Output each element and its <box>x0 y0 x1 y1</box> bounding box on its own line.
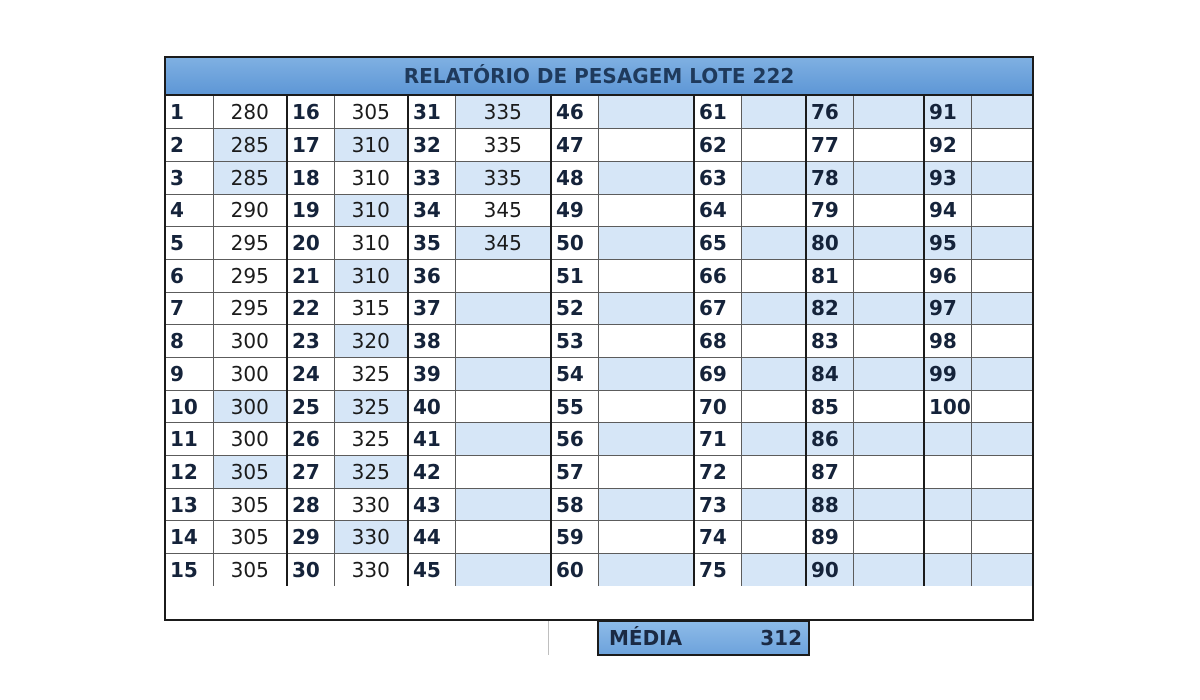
item-number-cell: 67 <box>694 292 741 325</box>
weight-value-cell <box>741 456 806 489</box>
weight-value-cell <box>598 423 694 456</box>
item-number-cell: 85 <box>806 390 853 423</box>
item-number-cell: 45 <box>408 554 455 587</box>
item-number-cell: 30 <box>287 554 334 587</box>
weight-value-cell <box>598 488 694 521</box>
item-number-cell: 40 <box>408 390 455 423</box>
item-number-cell: 59 <box>551 521 598 554</box>
weight-value-cell <box>455 325 551 358</box>
item-number-cell: 96 <box>924 259 971 292</box>
table-row <box>166 488 1032 521</box>
weight-value-cell: 305 <box>334 96 408 129</box>
weight-value-cell <box>741 554 806 587</box>
item-number-cell: 7 <box>166 292 213 325</box>
item-number-cell: 58 <box>551 488 598 521</box>
weight-value-cell <box>853 423 924 456</box>
item-number-cell: 56 <box>551 423 598 456</box>
weighing-report-table <box>164 56 1034 621</box>
weight-value-cell: 320 <box>334 325 408 358</box>
item-number-cell: 10 <box>166 390 213 423</box>
item-number-cell: 73 <box>694 488 741 521</box>
item-number-cell <box>924 488 971 521</box>
item-number-cell: 32 <box>408 129 455 162</box>
weight-value-cell <box>455 292 551 325</box>
item-number-cell: 11 <box>166 423 213 456</box>
weight-value-cell <box>741 423 806 456</box>
weight-value-cell <box>853 488 924 521</box>
item-number-cell: 31 <box>408 96 455 129</box>
item-number-cell: 50 <box>551 227 598 260</box>
weight-value-cell <box>853 390 924 423</box>
weight-value-cell: 335 <box>455 161 551 194</box>
item-number-cell: 37 <box>408 292 455 325</box>
report-title: RELATÓRIO DE PESAGEM LOTE 222 <box>166 58 1032 96</box>
weight-value-cell: 300 <box>213 358 287 391</box>
item-number-cell: 41 <box>408 423 455 456</box>
weight-value-cell <box>853 259 924 292</box>
weight-value-cell: 305 <box>213 456 287 489</box>
weight-value-cell <box>598 129 694 162</box>
weight-value-cell: 335 <box>455 96 551 129</box>
weight-value-cell <box>598 292 694 325</box>
weight-value-cell <box>971 259 1032 292</box>
weight-value-cell: 310 <box>334 129 408 162</box>
item-number-cell: 43 <box>408 488 455 521</box>
weight-value-cell <box>971 292 1032 325</box>
item-number-cell: 87 <box>806 456 853 489</box>
item-number-cell: 8 <box>166 325 213 358</box>
item-number-cell: 36 <box>408 259 455 292</box>
weight-value-cell <box>455 521 551 554</box>
weight-value-cell: 345 <box>455 227 551 260</box>
weight-value-cell <box>853 521 924 554</box>
weight-value-cell <box>741 161 806 194</box>
item-number-cell: 14 <box>166 521 213 554</box>
weight-value-cell <box>741 325 806 358</box>
table-row <box>166 358 1032 391</box>
weight-value-cell: 295 <box>213 259 287 292</box>
weight-value-cell: 285 <box>213 161 287 194</box>
weight-value-cell: 310 <box>334 259 408 292</box>
item-number-cell <box>924 521 971 554</box>
item-number-cell: 17 <box>287 129 334 162</box>
item-number-cell: 75 <box>694 554 741 587</box>
weight-value-cell <box>971 390 1032 423</box>
weight-value-cell <box>455 259 551 292</box>
item-number-cell: 92 <box>924 129 971 162</box>
item-number-cell: 70 <box>694 390 741 423</box>
weight-value-cell: 310 <box>334 194 408 227</box>
table-row <box>166 325 1032 358</box>
table-row <box>166 390 1032 423</box>
item-number-cell: 54 <box>551 358 598 391</box>
weight-value-cell <box>598 358 694 391</box>
item-number-cell: 27 <box>287 456 334 489</box>
weight-value-cell <box>971 488 1032 521</box>
weight-value-cell <box>598 325 694 358</box>
item-number-cell: 81 <box>806 259 853 292</box>
table-row <box>166 521 1032 554</box>
weight-value-cell <box>971 554 1032 587</box>
weight-value-cell <box>455 456 551 489</box>
item-number-cell: 89 <box>806 521 853 554</box>
item-number-cell: 65 <box>694 227 741 260</box>
item-number-cell: 47 <box>551 129 598 162</box>
table-row <box>166 554 1032 587</box>
item-number-cell: 94 <box>924 194 971 227</box>
item-number-cell: 98 <box>924 325 971 358</box>
item-number-cell: 79 <box>806 194 853 227</box>
item-number-cell: 1 <box>166 96 213 129</box>
item-number-cell: 66 <box>694 259 741 292</box>
weight-value-cell <box>598 227 694 260</box>
weight-value-cell <box>971 129 1032 162</box>
item-number-cell: 84 <box>806 358 853 391</box>
table-row <box>166 129 1032 162</box>
weight-value-cell <box>741 129 806 162</box>
item-number-cell: 68 <box>694 325 741 358</box>
weight-value-cell <box>598 521 694 554</box>
item-number-cell: 90 <box>806 554 853 587</box>
weight-value-cell <box>455 358 551 391</box>
weight-value-cell: 285 <box>213 129 287 162</box>
weight-value-cell <box>598 259 694 292</box>
weight-value-cell <box>741 96 806 129</box>
weight-value-cell <box>971 194 1032 227</box>
table-row <box>166 161 1032 194</box>
weight-value-cell <box>455 423 551 456</box>
weight-value-cell: 315 <box>334 292 408 325</box>
item-number-cell: 86 <box>806 423 853 456</box>
weight-value-cell: 310 <box>334 227 408 260</box>
weight-value-cell <box>971 96 1032 129</box>
weight-value-cell <box>598 161 694 194</box>
table-row <box>166 423 1032 456</box>
weight-value-cell <box>455 488 551 521</box>
item-number-cell: 60 <box>551 554 598 587</box>
item-number-cell: 74 <box>694 521 741 554</box>
item-number-cell: 29 <box>287 521 334 554</box>
item-number-cell: 9 <box>166 358 213 391</box>
weight-value-cell <box>741 390 806 423</box>
item-number-cell <box>924 456 971 489</box>
item-number-cell: 78 <box>806 161 853 194</box>
item-number-cell: 4 <box>166 194 213 227</box>
item-number-cell: 39 <box>408 358 455 391</box>
item-number-cell: 25 <box>287 390 334 423</box>
item-number-cell: 57 <box>551 456 598 489</box>
item-number-cell: 28 <box>287 488 334 521</box>
item-number-cell: 83 <box>806 325 853 358</box>
item-number-cell: 48 <box>551 161 598 194</box>
item-number-cell: 80 <box>806 227 853 260</box>
weight-value-cell <box>853 194 924 227</box>
weight-value-cell <box>971 325 1032 358</box>
average-box <box>597 620 810 656</box>
item-number-cell: 42 <box>408 456 455 489</box>
weights-grid <box>166 96 1032 586</box>
item-number-cell: 38 <box>408 325 455 358</box>
table-row <box>166 259 1032 292</box>
item-number-cell: 23 <box>287 325 334 358</box>
weight-value-cell: 300 <box>213 390 287 423</box>
weight-value-cell <box>598 456 694 489</box>
weight-value-cell <box>971 358 1032 391</box>
weight-value-cell: 325 <box>334 423 408 456</box>
item-number-cell: 71 <box>694 423 741 456</box>
item-number-cell: 76 <box>806 96 853 129</box>
weight-value-cell <box>853 96 924 129</box>
table-row <box>166 194 1032 227</box>
weight-value-cell <box>853 554 924 587</box>
weight-value-cell: 300 <box>213 325 287 358</box>
weight-value-cell: 335 <box>455 129 551 162</box>
item-number-cell: 95 <box>924 227 971 260</box>
item-number-cell: 44 <box>408 521 455 554</box>
weight-value-cell: 345 <box>455 194 551 227</box>
weight-value-cell <box>853 456 924 489</box>
weight-value-cell: 310 <box>334 161 408 194</box>
weight-value-cell: 280 <box>213 96 287 129</box>
weight-value-cell <box>853 129 924 162</box>
weight-value-cell <box>598 390 694 423</box>
weight-value-cell: 330 <box>334 554 408 587</box>
weight-value-cell <box>741 521 806 554</box>
item-number-cell: 15 <box>166 554 213 587</box>
item-number-cell: 53 <box>551 325 598 358</box>
weight-value-cell <box>741 259 806 292</box>
weight-value-cell <box>741 358 806 391</box>
item-number-cell: 12 <box>166 456 213 489</box>
weight-value-cell <box>853 325 924 358</box>
item-number-cell: 35 <box>408 227 455 260</box>
item-number-cell: 21 <box>287 259 334 292</box>
cell-divider <box>548 621 549 655</box>
weight-value-cell <box>741 488 806 521</box>
item-number-cell: 34 <box>408 194 455 227</box>
item-number-cell: 18 <box>287 161 334 194</box>
item-number-cell: 69 <box>694 358 741 391</box>
item-number-cell: 51 <box>551 259 598 292</box>
item-number-cell: 19 <box>287 194 334 227</box>
weight-value-cell: 305 <box>213 521 287 554</box>
item-number-cell: 5 <box>166 227 213 260</box>
table-row <box>166 227 1032 260</box>
weight-value-cell: 330 <box>334 488 408 521</box>
item-number-cell: 63 <box>694 161 741 194</box>
item-number-cell: 52 <box>551 292 598 325</box>
item-number-cell: 93 <box>924 161 971 194</box>
weight-value-cell <box>598 194 694 227</box>
weight-value-cell <box>853 161 924 194</box>
weight-value-cell <box>455 390 551 423</box>
item-number-cell <box>924 554 971 587</box>
item-number-cell: 22 <box>287 292 334 325</box>
table-row <box>166 456 1032 489</box>
item-number-cell <box>924 423 971 456</box>
weight-value-cell: 325 <box>334 390 408 423</box>
weight-value-cell <box>853 292 924 325</box>
item-number-cell: 16 <box>287 96 334 129</box>
weight-value-cell <box>971 423 1032 456</box>
item-number-cell: 64 <box>694 194 741 227</box>
item-number-cell: 61 <box>694 96 741 129</box>
weight-value-cell <box>853 358 924 391</box>
item-number-cell: 82 <box>806 292 853 325</box>
weight-value-cell <box>741 227 806 260</box>
weight-value-cell: 290 <box>213 194 287 227</box>
item-number-cell: 26 <box>287 423 334 456</box>
average-label: MÉDIA <box>609 626 683 650</box>
item-number-cell: 99 <box>924 358 971 391</box>
weight-value-cell: 305 <box>213 554 287 587</box>
weight-value-cell: 325 <box>334 456 408 489</box>
weight-value-cell <box>598 96 694 129</box>
average-value: 312 <box>760 626 802 650</box>
weight-value-cell <box>598 554 694 587</box>
item-number-cell: 24 <box>287 358 334 391</box>
weight-value-cell <box>971 227 1032 260</box>
weight-value-cell <box>971 521 1032 554</box>
weight-value-cell <box>971 161 1032 194</box>
item-number-cell: 6 <box>166 259 213 292</box>
weight-value-cell: 330 <box>334 521 408 554</box>
item-number-cell: 88 <box>806 488 853 521</box>
item-number-cell: 20 <box>287 227 334 260</box>
item-number-cell: 2 <box>166 129 213 162</box>
weight-value-cell: 325 <box>334 358 408 391</box>
item-number-cell: 100 <box>924 390 971 423</box>
weight-value-cell: 300 <box>213 423 287 456</box>
item-number-cell: 49 <box>551 194 598 227</box>
item-number-cell: 97 <box>924 292 971 325</box>
item-number-cell: 3 <box>166 161 213 194</box>
item-number-cell: 72 <box>694 456 741 489</box>
item-number-cell: 91 <box>924 96 971 129</box>
item-number-cell: 46 <box>551 96 598 129</box>
weight-value-cell: 305 <box>213 488 287 521</box>
item-number-cell: 62 <box>694 129 741 162</box>
weight-value-cell: 295 <box>213 292 287 325</box>
table-row <box>166 96 1032 129</box>
item-number-cell: 13 <box>166 488 213 521</box>
weight-value-cell <box>971 456 1032 489</box>
item-number-cell: 55 <box>551 390 598 423</box>
table-row <box>166 292 1032 325</box>
weight-value-cell <box>741 194 806 227</box>
item-number-cell: 77 <box>806 129 853 162</box>
weight-value-cell <box>853 227 924 260</box>
weight-value-cell: 295 <box>213 227 287 260</box>
weight-value-cell <box>455 554 551 587</box>
item-number-cell: 33 <box>408 161 455 194</box>
weight-value-cell <box>741 292 806 325</box>
